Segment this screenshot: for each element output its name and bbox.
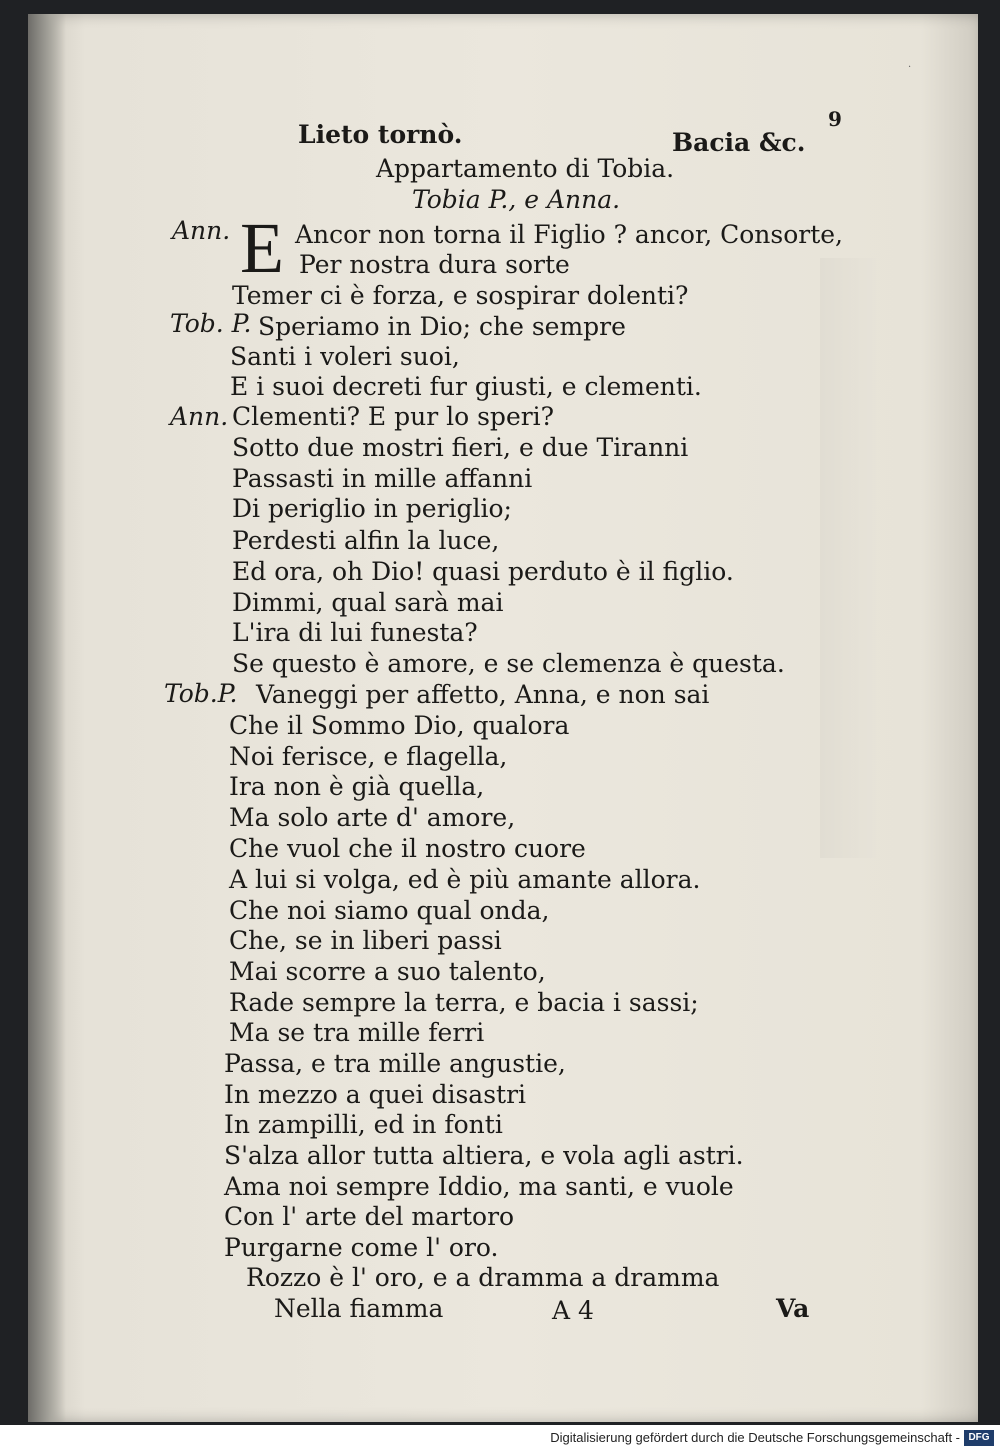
verse-line: Dimmi, qual sarà mai: [232, 588, 504, 617]
signature-mark: A 4: [552, 1296, 594, 1325]
speaker-label: Tob.P.: [164, 679, 238, 708]
verse-line: Ira non è già quella,: [229, 772, 485, 801]
verse-line: Rade sempre la terra, e bacia i sassi;: [229, 988, 699, 1017]
verse-line: Per nostra dura sorte: [299, 250, 570, 279]
verse-line: Che, se in liberi passi: [229, 926, 502, 955]
verse-line: Di periglio in periglio;: [232, 494, 512, 523]
drop-cap: E: [240, 208, 284, 288]
catchword: Va: [776, 1294, 810, 1323]
verse-line: Mai scorre a suo talento,: [229, 957, 546, 986]
verse-line: Ancor non torna il Figlio ? ancor, Consorte,: [295, 220, 843, 249]
verse-line: Che il Sommo Dio, qualora: [229, 711, 570, 740]
verse-line: Temer ci è forza, e sospirar dolenti?: [232, 281, 689, 310]
running-header-left: Lieto tornò.: [298, 120, 463, 149]
verse-line: E i suoi decreti fur giusti, e clementi.: [230, 372, 702, 401]
verse-line: Santi i voleri suoi,: [230, 342, 460, 371]
verse-line: L'ira di lui funesta?: [232, 618, 478, 647]
speaker-label: Ann.: [170, 402, 229, 431]
speaker-label: Tob. P.: [170, 309, 252, 338]
bleed-through-shadow: [820, 258, 880, 858]
verse-line: Passasti in mille affanni: [232, 464, 533, 493]
verse-line: Noi ferisce, e flagella,: [229, 742, 508, 771]
verse-line: In mezzo a quei disastri: [224, 1080, 527, 1109]
verse-line: A lui si volga, ed è più amante allora.: [229, 865, 701, 894]
verse-line: Passa, e tra mille angustie,: [224, 1049, 566, 1078]
verse-line: In zampilli, ed in fonti: [224, 1110, 503, 1139]
verse-line: Rozzo è l' oro, e a dramma a dramma: [246, 1263, 720, 1292]
verse-line: Ma solo arte d' amore,: [229, 803, 516, 832]
verse-line: Se questo è amore, e se clemenza è questa.: [232, 649, 785, 678]
page-number: 9: [828, 107, 842, 131]
verse-line: S'alza allor tutta altiera, e vola agli astri.: [224, 1141, 744, 1170]
verse-line: Purgarne come l' oro.: [224, 1233, 499, 1262]
verse-line: Ama noi sempre Iddio, ma santi, e vuole: [224, 1172, 734, 1201]
verse-line: Ed ora, oh Dio! quasi perduto è il figlio.: [232, 557, 734, 586]
speaker-label: Ann.: [172, 216, 231, 245]
verse-line: Che noi siamo qual onda,: [229, 896, 550, 925]
dfg-logo: DFG: [964, 1430, 994, 1446]
verse-line: Clementi? E pur lo speri?: [232, 402, 555, 431]
verse-line: Speriamo in Dio; che sempre: [258, 312, 626, 341]
verse-line: Nella fiamma: [274, 1294, 444, 1323]
funding-credit: Digitalisierung gefördert durch die Deutsche Forschungsgemeinschaft -: [550, 1430, 960, 1445]
running-header-right: Bacia &c.: [672, 128, 806, 157]
scene-title: Appartamento di Tobia.: [376, 154, 675, 183]
verse-line: Ma se tra mille ferri: [229, 1018, 485, 1047]
verse-line: Perdesti alfin la luce,: [232, 526, 500, 555]
corner-mark: ·: [908, 62, 912, 73]
verse-line: Vaneggi per affetto, Anna, e non sai: [256, 680, 710, 709]
verse-line: Con l' arte del martoro: [224, 1202, 515, 1231]
verse-line: Sotto due mostri fieri, e due Tiranni: [232, 433, 689, 462]
verse-line: Che vuol che il nostro cuore: [229, 834, 586, 863]
character-list: Tobia P., e Anna.: [412, 185, 621, 214]
digitization-footer: [0, 1425, 1000, 1451]
